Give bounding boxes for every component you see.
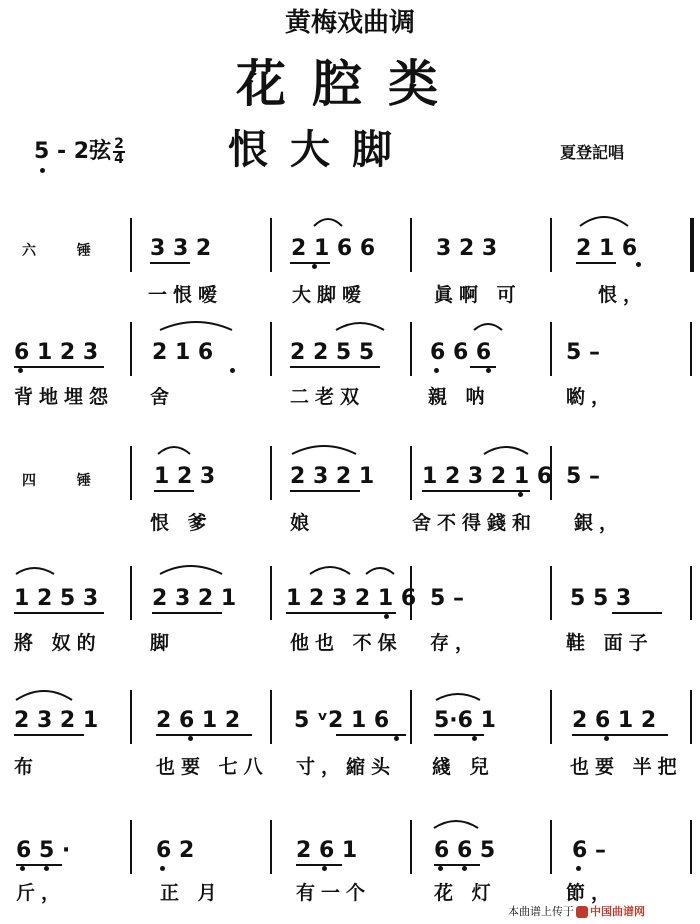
octave-low-dot — [486, 368, 491, 373]
note-group: 2 1 6 6 — [291, 236, 376, 261]
bar-line — [270, 218, 272, 272]
beam-underline — [290, 262, 330, 264]
bar-line — [270, 820, 272, 874]
note-group: 2 3 2 1 — [152, 586, 237, 611]
percussion-label: 四 锤 — [22, 473, 109, 489]
bar-line — [690, 218, 694, 272]
octave-low-dot — [518, 492, 523, 497]
lyric: 布 — [14, 756, 40, 778]
octave-low-dot — [160, 866, 165, 871]
beam-underline — [290, 366, 380, 368]
bar-line — [270, 446, 272, 500]
octave-low-dot — [576, 866, 581, 871]
beam-underline — [422, 490, 530, 492]
bar-line — [690, 322, 692, 376]
note-group: 6 6 5 — [434, 838, 496, 863]
lyric: 二老双 — [290, 386, 366, 408]
octave-low-dot — [462, 866, 467, 871]
note-group: 2 1 6 — [152, 340, 214, 365]
bar-line — [410, 690, 412, 744]
bar-line — [130, 820, 132, 874]
beam-underline — [612, 612, 662, 614]
lyric: 恨 爹 — [150, 512, 213, 534]
bar-line — [270, 322, 272, 376]
bar-line — [690, 690, 692, 744]
bar-line — [130, 690, 132, 744]
bar-line — [410, 446, 412, 500]
lyric: 也要 七八 — [156, 756, 269, 778]
bar-line — [550, 218, 552, 272]
beam-underline — [14, 612, 104, 614]
beam-underline — [296, 864, 342, 866]
note-group: 6 5 · — [16, 838, 71, 863]
lyric: 他也 不保 — [290, 632, 403, 654]
octave-low-dot — [438, 866, 443, 871]
note-group: 1 2 5 3 — [14, 586, 99, 611]
bar-line — [130, 566, 132, 620]
note-group: 1 2 3 — [154, 464, 216, 489]
percussion-label: 六 锤 — [22, 243, 109, 259]
lyric: 一恨嗳 — [148, 284, 224, 306]
note-group: 5 – — [566, 340, 600, 365]
bar-line — [690, 820, 692, 874]
lyric: 背地埋怨 — [14, 386, 115, 408]
lyric: 也要 半把 — [570, 756, 683, 778]
octave-low-dot — [434, 368, 439, 373]
footer-site[interactable]: 中国曲谱网 — [590, 905, 645, 918]
lyric: 有一个 — [296, 882, 372, 904]
beam-underline — [156, 734, 252, 736]
lyric: 銀， — [574, 512, 625, 534]
lyric: 鞋 面子 — [566, 632, 654, 654]
bar-line — [690, 566, 692, 620]
bar-line — [550, 690, 552, 744]
lyric: 舍不得錢和 — [412, 512, 538, 534]
note-group: 5 ᵛ2 1 6 — [294, 708, 390, 733]
lyric: 親 呐 — [428, 386, 491, 408]
category-title: 黄梅戏曲调 — [284, 8, 415, 38]
footer-text: 本曲谱上传于 — [508, 905, 574, 918]
octave-low-dot — [394, 736, 399, 741]
note-group: 2 6 1 — [296, 838, 358, 863]
beam-underline — [576, 262, 616, 264]
octave-low-dot — [188, 736, 193, 741]
octave-low-dot — [604, 736, 609, 741]
note-group: 5 – — [566, 464, 600, 489]
octave-low-dot — [18, 368, 23, 373]
lyric: 舍 — [150, 386, 176, 408]
lyric: 花 灯 — [434, 882, 497, 904]
note-group: 6 1 2 3 — [14, 340, 99, 365]
note-group: 1 2 3 2 1 6 — [286, 586, 417, 611]
bar-line — [130, 322, 132, 376]
bar-line — [410, 322, 412, 376]
key-signature — [34, 134, 125, 166]
note-group: 6 2 — [156, 838, 195, 863]
bar-line — [550, 566, 552, 620]
bar-line — [270, 690, 272, 744]
beam-underline — [152, 612, 222, 614]
bar-line — [410, 218, 412, 272]
song-title: 恨大脚 — [228, 126, 414, 173]
main-title: 花腔类 — [236, 54, 464, 113]
note-group: 2 3 2 1 — [290, 464, 375, 489]
lyric: 大脚嗳 — [292, 284, 368, 306]
bar-line — [130, 446, 132, 500]
time-signature — [113, 138, 125, 166]
bar-line — [270, 566, 272, 620]
note-group: 3 3 2 — [150, 236, 212, 261]
octave-low-dot — [636, 262, 641, 267]
note-group: 6 – — [572, 838, 606, 863]
note-group: 5·6 1 — [434, 708, 496, 733]
lyric: 寸，縮头 — [296, 756, 397, 778]
bar-line — [130, 218, 132, 272]
beam-underline — [572, 734, 668, 736]
footer-credit — [508, 903, 645, 919]
beam-underline — [14, 366, 104, 368]
note-group: 2 1 6 — [576, 236, 638, 261]
lyric: 脚 — [150, 632, 176, 654]
beam-underline — [470, 366, 496, 368]
beam-underline — [286, 612, 396, 614]
octave-low-dot — [44, 866, 49, 871]
octave-low-dot — [20, 866, 25, 871]
recorder-credit: 夏登記唱 — [560, 143, 625, 162]
lyric: 節， — [566, 882, 617, 904]
octave-low-dot — [322, 866, 327, 871]
note-group: 5 5 3 — [570, 586, 632, 611]
bar-line — [410, 820, 412, 874]
beam-underline — [154, 490, 194, 492]
lyric: 喲， — [566, 386, 617, 408]
octave-low-dot — [312, 264, 317, 269]
octave-low-dot — [230, 368, 235, 373]
meter-denominator: 4 — [114, 151, 124, 167]
beam-underline — [14, 734, 84, 736]
lyric: 將 奴的 — [14, 632, 102, 654]
key-low-dot — [40, 168, 45, 173]
note-group: 6 6 6 — [430, 340, 492, 365]
lyric: 眞啊 可 — [434, 284, 522, 306]
note-group: 5 – — [430, 586, 464, 611]
note-group: 2 3 2 1 — [14, 708, 99, 733]
lyric: 正 月 — [160, 882, 223, 904]
note-group: 2 6 1 2 — [572, 708, 657, 733]
lyric: 綫 兒 — [432, 756, 495, 778]
bar-line — [550, 820, 552, 874]
bar-line — [550, 322, 552, 376]
beam-underline — [16, 864, 62, 866]
meter-numerator: 2 — [114, 136, 124, 152]
lyric: 娘 — [290, 512, 316, 534]
octave-low-dot — [384, 614, 389, 619]
lyric: 恨， — [598, 284, 649, 306]
note-group: 1 2 3 2 1 6 — [422, 464, 553, 489]
beam-underline — [290, 490, 360, 492]
site-logo-icon — [576, 906, 588, 918]
octave-low-dot — [472, 736, 477, 741]
note-group: 3 2 3 — [436, 236, 498, 261]
lyric: 存， — [430, 632, 481, 654]
note-group: 2 6 1 2 — [156, 708, 241, 733]
key-prefix: 5 - 2弦 — [34, 139, 112, 164]
lyric: 斤， — [16, 882, 67, 904]
beam-underline — [434, 734, 484, 736]
beam-underline — [150, 262, 190, 264]
note-group: 2 2 5 5 — [290, 340, 375, 365]
